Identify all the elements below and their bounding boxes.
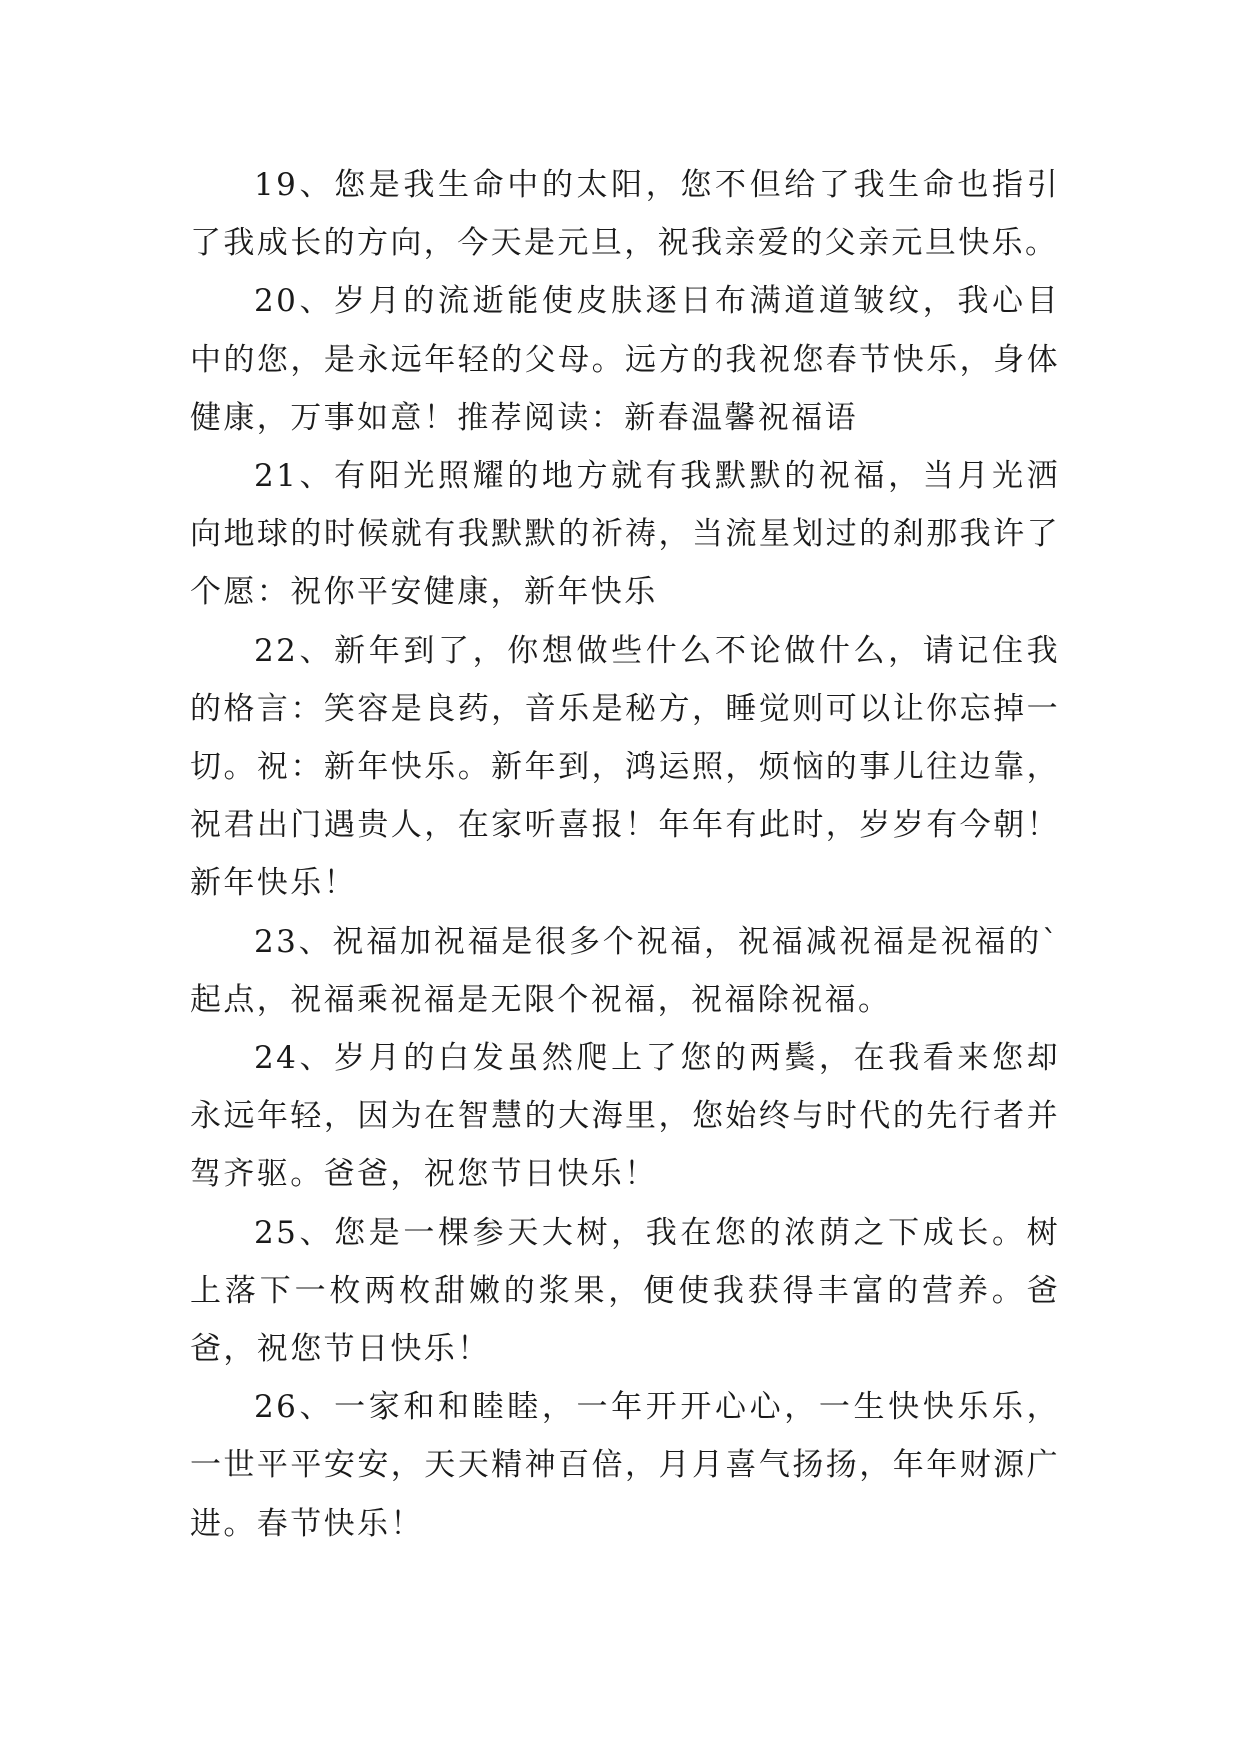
paragraph-21: 21、有阳光照耀的地方就有我默默的祝福，当月光洒向地球的时候就有我默默的祈祷，当流星划过的刹那我许了个愿：祝你平安健康，新年快乐 <box>190 458 1060 611</box>
paragraph-24: 24、岁月的白发虽然爬上了您的两鬓，在我看来您却永远年轻，因为在智慧的大海里，您始终与时代的先行者并驾齐驱。爸爸，祝您节日快乐！ <box>190 1040 1060 1193</box>
paragraph-19: 19、您是我生命中的太阳，您不但给了我生命也指引了我成长的方向，今天是元旦，祝我亲爱的父亲元旦快乐。 <box>190 167 1060 262</box>
paragraph-23: 23、祝福加祝福是很多个祝福，祝福减祝福是祝福的`起点，祝福乘祝福是无限个祝福，祝福除祝福。 <box>190 923 1060 1018</box>
paragraph-25: 25、您是一棵参天大树，我在您的浓荫之下成长。树上落下一枚两枚甜嫩的浆果，便使我获得丰富的营养。爸爸，祝您节日快乐！ <box>190 1214 1060 1368</box>
paragraph-26: 26、一家和和睦睦，一年开开心心，一生快快乐乐，一世平平安安，天天精神百倍，月月喜气扬扬，年年财源广进。春节快乐！ <box>190 1389 1060 1542</box>
paragraph-22: 22、新年到了，你想做些什么不论做什么，请记住我的格言：笑容是良药，音乐是秘方，睡觉则可以让你忘掉一切。祝：新年快乐。新年到，鸿运照，烦恼的事儿往边靠，祝君出门遇贵人，在家听喜报！年年有此时，岁岁有今朝！新年快乐！ <box>190 632 1060 902</box>
paragraph-20: 20、岁月的流逝能使皮肤逐日布满道道皱纹，我心目中的您，是永远年轻的父母。远方的我祝您春节快乐，身体健康，万事如意！推荐阅读：新春温馨祝福语 <box>190 283 1060 436</box>
document-body <box>190 156 1060 1553</box>
